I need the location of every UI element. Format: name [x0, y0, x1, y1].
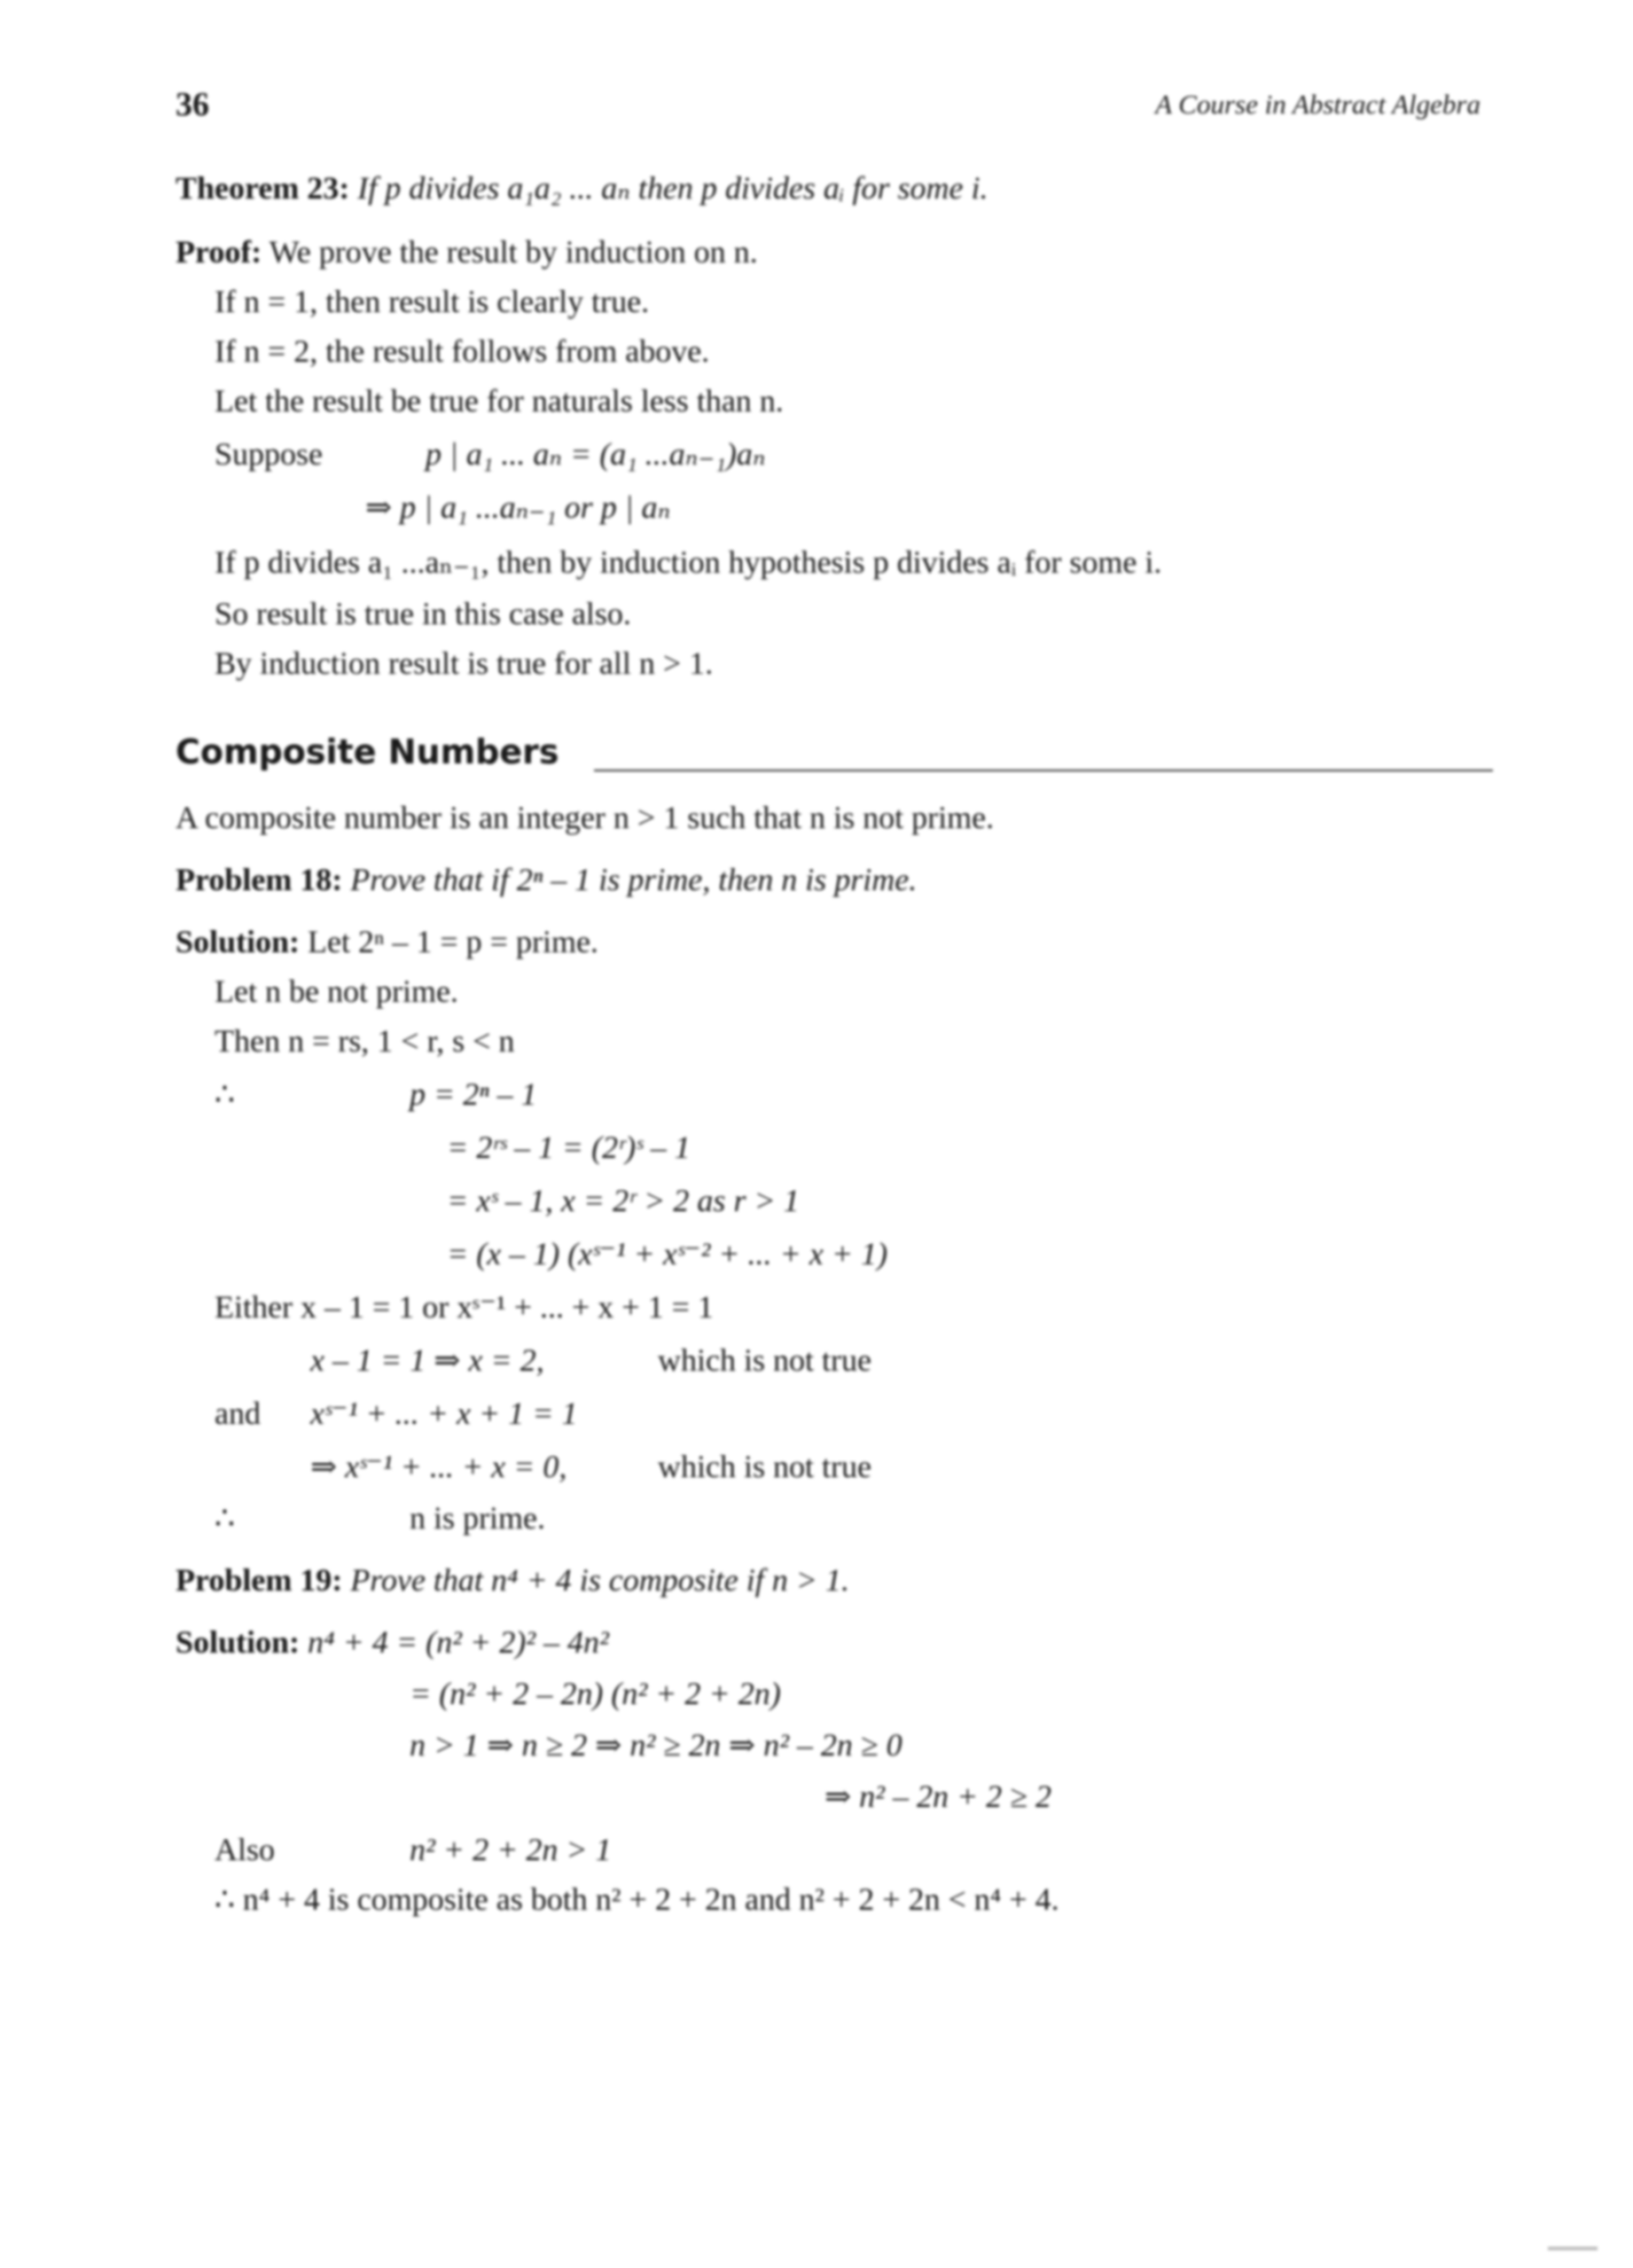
solution-equation: = (x – 1) (xˢ⁻¹ + xˢ⁻² + ... + x + 1)	[447, 1236, 888, 1271]
solution-remark: which is not true	[658, 1449, 871, 1484]
therefore-symbol: ∴	[215, 1500, 235, 1536]
section-rule	[594, 770, 1493, 771]
solution-conclusion: ∴ n⁴ + 4 is composite as both n² + 2 + 2n and n² + 2 + 2n < n⁴ + 4.	[215, 1881, 1059, 1917]
problem-19	[176, 1560, 849, 1599]
problem-statement: Prove that if 2ⁿ – 1 is prime, then n is prime.	[350, 862, 918, 897]
solution-line: and	[215, 1396, 261, 1431]
solution-18-intro	[176, 922, 598, 961]
problem-label: Problem 19:	[176, 1562, 343, 1598]
proof-intro-line	[176, 232, 758, 271]
solution-equation: = (n² + 2 – 2n) (n² + 2 + 2n)	[410, 1676, 781, 1711]
theorem-23	[176, 168, 988, 207]
problem-label: Problem 18:	[176, 862, 343, 897]
solution-label: Solution:	[176, 924, 301, 959]
solution-remark: which is not true	[658, 1342, 871, 1378]
solution-equation: ⇒ n² – 2n + 2 ≥ 2	[824, 1779, 1052, 1814]
therefore-symbol: ∴	[215, 1076, 235, 1112]
proof-equation: ⇒ p | a₁ ...aₙ₋₁ or p | aₙ	[365, 489, 671, 525]
proof-line: So result is true in this case also.	[215, 596, 631, 631]
page-number: 36	[176, 86, 209, 123]
solution-conclusion: n is prime.	[410, 1500, 545, 1536]
solution-line: Let n be not prime.	[215, 974, 458, 1009]
section-heading: Composite Numbers	[176, 732, 559, 771]
running-header-title: A Course in Abstract Algebra	[1155, 89, 1481, 120]
proof-equation: p | a₁ ... aₙ = (a₁ ...aₙ₋₁)aₙ	[426, 436, 766, 472]
solution-equation: ⇒ xˢ⁻¹ + ... + x = 0,	[310, 1449, 567, 1484]
proof-line: Let the result be true for naturals less than n.	[215, 383, 784, 418]
proof-label: Proof:	[176, 234, 262, 270]
solution-equation: = 2ʳˢ – 1 = (2ʳ)ˢ – 1	[447, 1130, 691, 1165]
solution-equation: xˢ⁻¹ + ... + x + 1 = 1	[310, 1396, 578, 1431]
corner-mark	[1548, 2247, 1598, 2250]
solution-label: Solution:	[176, 1624, 301, 1660]
proof-line: By induction result is true for all n > 1.	[215, 645, 714, 681]
solution-equation: x – 1 = 1 ⇒ x = 2,	[310, 1342, 544, 1378]
solution-equation: n > 1 ⇒ n ≥ 2 ⇒ n² ≥ 2n ⇒ n² – 2n ≥ 0	[410, 1727, 902, 1763]
proof-line: If n = 1, then result is clearly true.	[215, 284, 650, 319]
solution-intro: Let 2ⁿ – 1 = p = prime.	[308, 924, 598, 959]
composite-definition: A composite number is an integer n > 1 such that n is not prime.	[176, 800, 995, 835]
theorem-statement: If p divides a₁a₂ ... aₙ then p divides aᵢ for some i.	[357, 170, 988, 206]
solution-equation: n² + 2 + 2n > 1	[410, 1832, 612, 1867]
proof-line: If n = 2, the result follows from above.	[215, 333, 710, 369]
solution-19-intro	[176, 1623, 609, 1662]
proof-line: Suppose	[215, 436, 324, 472]
solution-line: Then n = rs, 1 < r, s < n	[215, 1023, 515, 1059]
problem-18	[176, 860, 917, 899]
solution-intro: n⁴ + 4 = (n² + 2)² – 4n²	[308, 1624, 609, 1660]
solution-equation: p = 2ⁿ – 1	[410, 1076, 537, 1112]
problem-statement: Prove that n⁴ + 4 is composite if n > 1.	[350, 1562, 850, 1598]
proof-intro: We prove the result by induction on n.	[269, 234, 758, 270]
solution-line: Either x – 1 = 1 or xˢ⁻¹ + ... + x + 1 = 1	[215, 1289, 714, 1325]
solution-equation: = xˢ – 1, x = 2ʳ > 2 as r > 1	[447, 1183, 800, 1218]
solution-line: Also	[215, 1832, 276, 1867]
proof-line: If p divides a₁ ...aₙ₋₁, then by induction hypothesis p divides aᵢ for some i.	[215, 544, 1162, 580]
theorem-label: Theorem 23:	[176, 170, 350, 206]
